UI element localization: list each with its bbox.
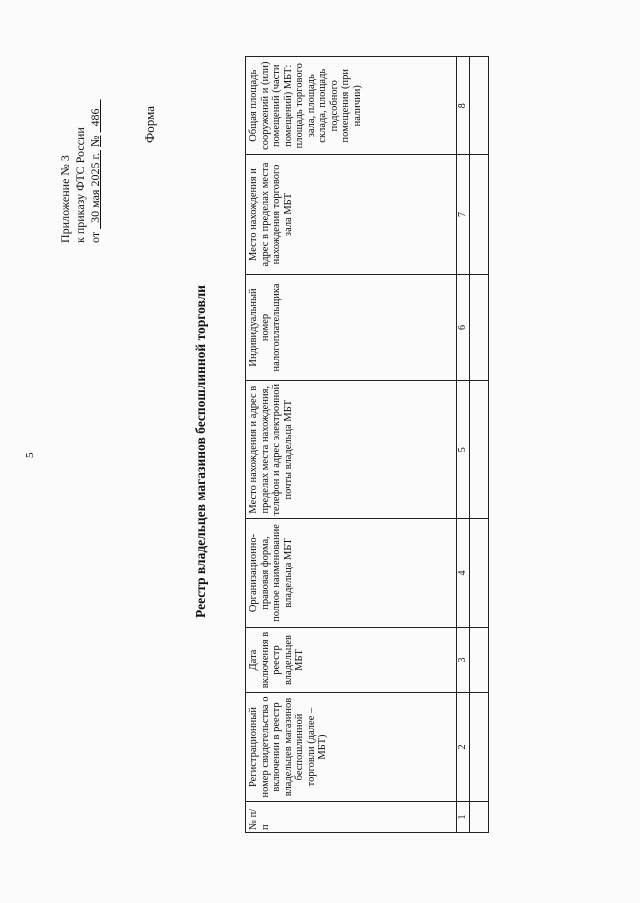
column-number-row bbox=[457, 57, 470, 833]
header-line1: Приложение № 3 bbox=[58, 155, 72, 243]
column-number-cell: 8 bbox=[457, 57, 470, 155]
empty-cell bbox=[470, 801, 489, 832]
empty-cell bbox=[470, 381, 489, 519]
form-label: Форма bbox=[142, 106, 157, 143]
empty-cell bbox=[470, 627, 489, 692]
header-line3 bbox=[88, 33, 103, 243]
empty-cell bbox=[470, 57, 489, 155]
header-cell: Общая площадь сооружений и (или) помещений (части помещений) МБТ: площадь торгового зала, площадь склада, площадь подсобного помещения (при наличии) bbox=[246, 57, 457, 155]
header-cell: Организационно-правовая форма, полное наименование владельца МБТ bbox=[246, 519, 457, 628]
header-number-label: № bbox=[88, 135, 102, 147]
header-cell: Регистрационный номер свидетельства о включении в реестр владельцев магазинов беспошлинной торговли (далее – МБТ) bbox=[246, 693, 457, 802]
empty-cell bbox=[470, 519, 489, 628]
header-from-label: от bbox=[88, 231, 102, 243]
header-number: 486 bbox=[88, 108, 102, 127]
empty-cell bbox=[470, 274, 489, 381]
column-number-cell: 3 bbox=[457, 627, 470, 692]
header-cell: Индивидуальный номер налогоплательщика bbox=[246, 274, 457, 381]
empty-cell bbox=[470, 693, 489, 802]
header-cell: Место нахождения и адрес в пределах места нахождения, телефон и адрес электронной почты владельца МБТ bbox=[246, 381, 457, 519]
header-line2: к приказу ФТС России bbox=[73, 127, 87, 243]
header-cell: № п/п bbox=[246, 801, 457, 832]
column-number-cell: 5 bbox=[457, 381, 470, 519]
header-cell: Дата включения в реестр владельцев МБТ bbox=[246, 627, 457, 692]
column-number-cell: 1 bbox=[457, 801, 470, 832]
table-header-row bbox=[246, 57, 457, 833]
header-cell: Место нахождения и адрес в пределах места нахождения торгового зала МБТ bbox=[246, 155, 457, 274]
page-number: 5 bbox=[24, 452, 36, 458]
empty-cell bbox=[470, 155, 489, 274]
order-header bbox=[58, 33, 103, 243]
column-number-cell: 6 bbox=[457, 274, 470, 381]
empty-data-row bbox=[470, 57, 489, 833]
column-number-cell: 4 bbox=[457, 519, 470, 628]
header-date: 30 мая 2025 г. bbox=[88, 152, 102, 223]
registry-table bbox=[245, 56, 489, 833]
column-number-cell: 2 bbox=[457, 693, 470, 802]
document-title: Реестр владельцев магазинов беспошлинной торговли bbox=[193, 285, 208, 618]
column-number-cell: 7 bbox=[457, 155, 470, 274]
